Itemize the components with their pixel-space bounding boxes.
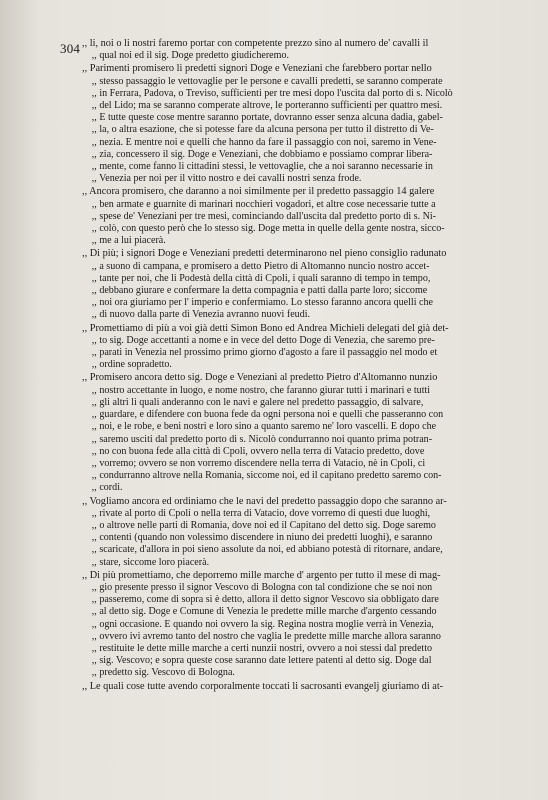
text-line: ,, Promisero ancora detto sig. Doge e Veneziani al predetto Pietro d'Altomanno nunzio [82, 372, 438, 384]
text-line: ,, Le quali cose tutte avendo corporalmente toccati li sacrosanti evangelj giuriamo di at- [82, 680, 444, 692]
text-line: ,, no con buona fede alla città di Cpoli, ovvero nella terra di Vatacio predetto, dove [91, 445, 425, 457]
text-line: ,, spese de' Veneziani per tre mesi, cominciando dall'uscita dal predetto porto di s. Ni- [91, 210, 437, 222]
text-line: ,, saremo usciti dal predetto porto di s. Nicolò condurranno noi quanto prima potran- [91, 433, 433, 445]
page-number: 304 [60, 41, 81, 56]
text-line: ,, predetto sig. Vescovo di Bologna. [91, 667, 235, 679]
text-line: ,, scaricate, d'allora in poi sieno assolute da noi, ed abbiano potestà di ritornare, andare, [91, 544, 443, 556]
text-line: ,, condurranno altrove nella Romania, siccome noi, ed il capitano predetto saremo con- [91, 470, 442, 482]
text-line: ,, rivate al porto di Cpoli o nella terra di Vatacio, dove vorremo di questi due luoghi, [91, 507, 431, 519]
paragraph [82, 496, 522, 569]
text-line: ,, del Lido; ma se saranno comperate altrove, le porteranno sufficienti per quattro mesi. [91, 100, 443, 112]
text-line: ,, Ancora promisero, che daranno a noi similmente per il predetto passaggio 14 galere [82, 186, 435, 198]
text-line: ,, restituite le dette mille marche a certi nunzii nostri, ovvero a noi stessi dal predetto [91, 642, 433, 654]
text-line: ,, Venezia per noi per il vitto nostro e dei cavalli nostri senza frode. [91, 173, 362, 185]
text-line: ,, E tutte queste cose mentre saranno portate, dovranno esser senza alcuna dadia, gabel- [91, 112, 443, 124]
text-line: ,, debbano giurare e confermare la detta compagnia e patti dalla parte loro; siccome [91, 285, 428, 297]
text-line: ,, al detto sig. Doge e Comune di Venezia le predette mille marche d'argento cessando [91, 606, 437, 618]
text-line: ,, nezia. E mentre noi e quelli che hanno da fare il passaggio con noi, saremo in Vene- [91, 136, 437, 148]
paragraph [82, 681, 522, 693]
text-line: ,, in Ferrara, Padova, o Treviso, sufficienti per tre mesi dopo l'uscita dal porto di s. Nicolò [91, 87, 453, 99]
paragraph [82, 63, 522, 185]
text-line: ,, ben armate e guarnite di marinari nocchieri vogadori, et altre cose necessarie tutte a [91, 198, 436, 210]
text-line: ,, colò, con questo però che lo stesso sig. Doge metta in quelle della gente nostra, sicco- [91, 223, 445, 235]
text-line: ,, sig. Vescovo; e sopra queste cose saranno date lettere patenti al detto sig. Doge dal [91, 655, 432, 667]
text-line: ,, gio presente presso il signor Vescovo di Bologna con tal condizione che se noi non [91, 581, 433, 593]
text-line: ,, vorremo; ovvero se non vorremo discendere nella terra di Vatacio, nè in Cpoli, ci [91, 457, 426, 469]
text-line: ,, a suono di campana, e promisero a detto Pietro di Altomanno nuncio nostro accet- [91, 260, 430, 272]
text-line: ,, li, noi o li nostri faremo portar con competente prezzo sino al numero de' cavalli il [82, 38, 429, 49]
text-line: ,, me a lui piacerà. [91, 235, 166, 247]
text-line: ,, cordi. [91, 482, 123, 494]
text-line: ,, tante per noi, che li Podestà della città di Cpoli, i quali saranno di tempo in tempo, [91, 272, 431, 284]
text-line: ,, Di più promettiamo, che deporremo mille marche d' argento per tutto il mese di mag- [82, 569, 441, 581]
text-line: ,, passeremo, come di sopra si è detto, allora il detto signor Vescovo sia obbligato dare [91, 594, 439, 606]
text-line: ,, Parimenti promisero li predetti signori Doge e Veneziani che farebbero portar nello [82, 63, 432, 75]
text-line: ,, Di più; i signori Doge e Veneziani predetti determinarono nel pieno consiglio radunato [82, 248, 447, 260]
paragraph [82, 372, 522, 494]
paragraph [82, 570, 522, 680]
text-line: ,, o altrove nelle parti di Romania, dove noi ed il Capitano del detto sig. Doge saremo [91, 519, 436, 531]
text-line: ,, noi, e le robe, e beni nostri e loro sino a quanto saremo ne' loro vascelli. E dopo che [91, 421, 437, 433]
text-line: ,, guardare, e difendere con buona fede da ogni persona noi e quelli che passeranno con [91, 409, 444, 421]
text-line: ,, zia, concessero il sig. Doge e Veneziani, che dobbiamo e possiamo comprar libera- [91, 148, 433, 160]
paragraph [82, 248, 522, 321]
text-line: ,, to sig. Doge accettanti a nome e in vece del detto Doge di Venezia, che saremo pre- [91, 334, 435, 346]
body-text [82, 38, 522, 694]
text-line: ,, noi ora giuriamo per l' imperio e confermiamo. Lo stesso faranno ancora quelli che [91, 297, 434, 309]
text-line: ,, gli altri li quali anderanno con le navi e galere nel predetto passaggio, di salvare, [91, 396, 424, 408]
text-line: ,, la, o altra esazione, che si potesse fare da alcuna persona per tutto il distretto di Ve- [91, 124, 434, 136]
text-line: ,, mente, come fanno li cittadini stessi, le vettovaglie, che a noi saranno necessarie in [91, 161, 433, 173]
text-line: ,, ordine sopradetto. [91, 359, 172, 371]
text-line: ,, stare, siccome loro piacerà. [91, 556, 210, 568]
text-line: ,, stesso passaggio le vettovaglie per le persone e cavalli predetti, se saranno comperate [91, 75, 443, 87]
text-line: ,, nostro accettante in luogo, e nome nostro, che faranno giurar tutti i marinari e tutti [91, 384, 431, 396]
text-line: ,, contenti (quando non volessimo discendere in niuno dei predetti luoghi), e saranno [91, 532, 433, 544]
text-line: ,, ovvero ivi avremo tanto del nostro che vaglia le predette mille marche allora saranno [91, 630, 441, 642]
paragraph [82, 186, 522, 247]
text-line: ,, Vogliamo ancora ed ordiniamo che le navi del predetto passaggio dopo che saranno ar- [82, 495, 447, 507]
text-line: ,, qual noi ed il sig. Doge predetto giudicheremo. [91, 50, 290, 62]
text-line: ,, parati in Venezia nel prossimo primo giorno d'agosto a fare il passaggio nel modo et [91, 347, 438, 359]
text-line: ,, ogni occasione. E quando noi ovvero la sig. Regina nostra moglie verrà in Venezia, [91, 618, 434, 630]
paragraph [82, 323, 522, 372]
text-line: ,, di nuovo dalla parte di Venezia avranno nuovi feudi. [91, 309, 311, 321]
paragraph [82, 38, 522, 62]
text-line: ,, Promettiamo di più a voi già detti Simon Bono ed Andrea Michieli delegati del già det- [82, 322, 449, 334]
